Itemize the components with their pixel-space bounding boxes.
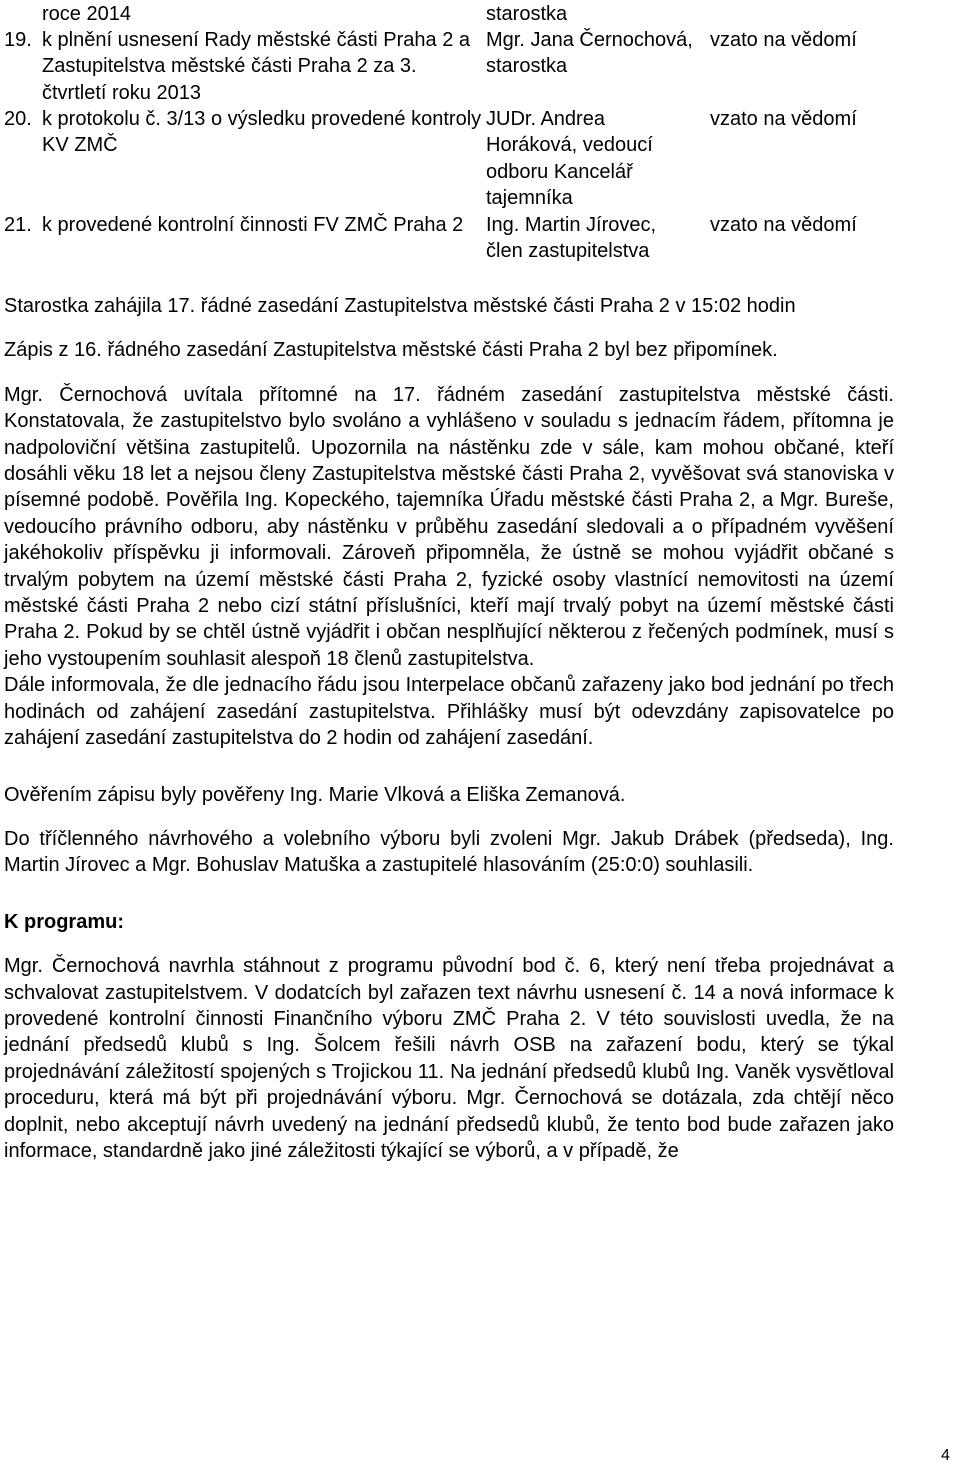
agenda-item-number: 20. [4, 108, 32, 130]
agenda-item-presenter: JUDr. Andrea Horáková, vedoucí odboru Kancelář tajemníka [486, 108, 653, 210]
verification-paragraph: Ověřením zápisu byly pověřeny Ing. Marie Vlková a Eliška Zemanová. [4, 783, 626, 806]
page-number: 4 [941, 1447, 950, 1464]
agenda-item-presenter: starostka [486, 3, 568, 25]
agenda-item-title: roce 2014 [42, 3, 131, 25]
agenda-item-title: k protokolu č. 3/13 o výsledku provedené kontroly KV ZMČ [42, 108, 482, 157]
agenda-item-presenter: Mgr. Jana Černochová, starostka [486, 29, 693, 78]
minutes-body [4, 293, 894, 1164]
agenda-row [4, 27, 934, 106]
agenda-item-number: 19. [4, 29, 32, 51]
agenda-item-result: vzato na vědomí [710, 214, 857, 236]
interpellations-paragraph: Dále informovala, že dle jednacího řádu jsou Interpelace občanů zařazeny jako bod jednání po třech hodinách od zahájení zasedání zastupitelstva. Přihlášky musí být odevzdány zapisovatelce po zahájení zasedání zastupitelstva do 2 hodin od zahájení zasedání. [4, 674, 894, 750]
program-paragraph: Mgr. Černochová navrhla stáhnout z programu původní bod č. 6, který není třeba projednávat a schvalovat zastupitelstvem. V dodatcích byl zařazen text návrhu usnesení č. 14 a nová informace k provedené kontrolní činnosti Finančního výboru ZMČ Praha 2. V této souvislosti uvedla, že na jednání předsedů klubů s Ing. Šolcem řešili návrh OSB na zařazení bodu, který se týkal projednávání záležitostí spojených s Trojickou 11. Na jednání předsedů klubů Ing. Vaněk vysvětloval proceduru, která má být při projednávání výboru. Mgr. Černochová se dotázala, zda chtějí něco doplnit, nebo akceptují návrh uvedený na jednání předsedů klubů, že tento bod bude zařazen jako informace, standardně jako jiné záležitosti týkající se výborů, a v případě, že [4, 955, 894, 1162]
agenda-row [4, 212, 934, 268]
agenda-item-presenter: Ing. Martin Jírovec, člen zastupitelstva [486, 214, 657, 263]
committee-paragraph: Do tříčlenného návrhového a volebního výboru byli zvoleni Mgr. Jakub Drábek (předseda), Ing. Martin Jírovec a Mgr. Bohuslav Matuška a zastupitelé hlasováním (25:0:0) souhlasili. [4, 827, 894, 877]
agenda-table [4, 1, 934, 268]
agenda-item-title: k provedené kontrolní činnosti FV ZMČ Praha 2 [42, 214, 464, 236]
opening-paragraph: Starostka zahájila 17. řádné zasedání Zastupitelstva městské části Praha 2 v 15:02 hodin [4, 295, 796, 317]
agenda-item-number: 21. [4, 214, 32, 236]
minutes-paragraph: Zápis z 16. řádného zasedání Zastupitelstva městské části Praha 2 byl bez připomínek. [4, 339, 778, 362]
program-heading: K programu: [4, 910, 124, 933]
welcome-paragraph: Mgr. Černochová uvítala přítomné na 17. řádném zasedání zastupitelstva městské části. Konstatovala, že zastupitelstvo bylo svoláno a vyhlášeno v souladu s jednacím řádem, přítomna je nadpoloviční většina zastupitelů. Upozornila na nástěnku zde v sále, kam mohou občané, kteří dosáhli věku 18 let a nejsou členy Zastupitelstva městské části Praha 2, vyvěšovat svá stanoviska v písemné podobě. Pověřila Ing. Kopeckého, tajemníka Úřadu městské části Praha 2, a Mgr. Bureše, vedoucího právního odboru, aby nástěnku v průběhu zasedání sledovali a o případném vyvěšení jakéhokoliv příspěvku ji informovali. Zároveň připomněla, že ústně se mohou vyjádřit občané s trvalým pobytem na území městské části Praha 2, fyzické osoby vlastnící nemovitosti na území městské části Praha 2 nebo cizí státní příslušníci, kteří mají trvalý pobyt na území městské části Praha 2. Pokud by se chtěl ústně vyjádřit i občan nesplňující některou z řečených podmínek, musí s jeho vystoupením souhlasit alespoň 18 členů zastupitelstva. [4, 383, 894, 670]
agenda-row [4, 106, 934, 212]
agenda-item-result: vzato na vědomí [710, 29, 857, 51]
agenda-item-title: k plnění usnesení Rady městské části Praha 2 a Zastupitelstva městské části Praha 2 za 3. čtvrtletí roku 2013 [42, 29, 471, 104]
agenda-item-result: vzato na vědomí [710, 108, 857, 130]
agenda-row [4, 1, 934, 27]
